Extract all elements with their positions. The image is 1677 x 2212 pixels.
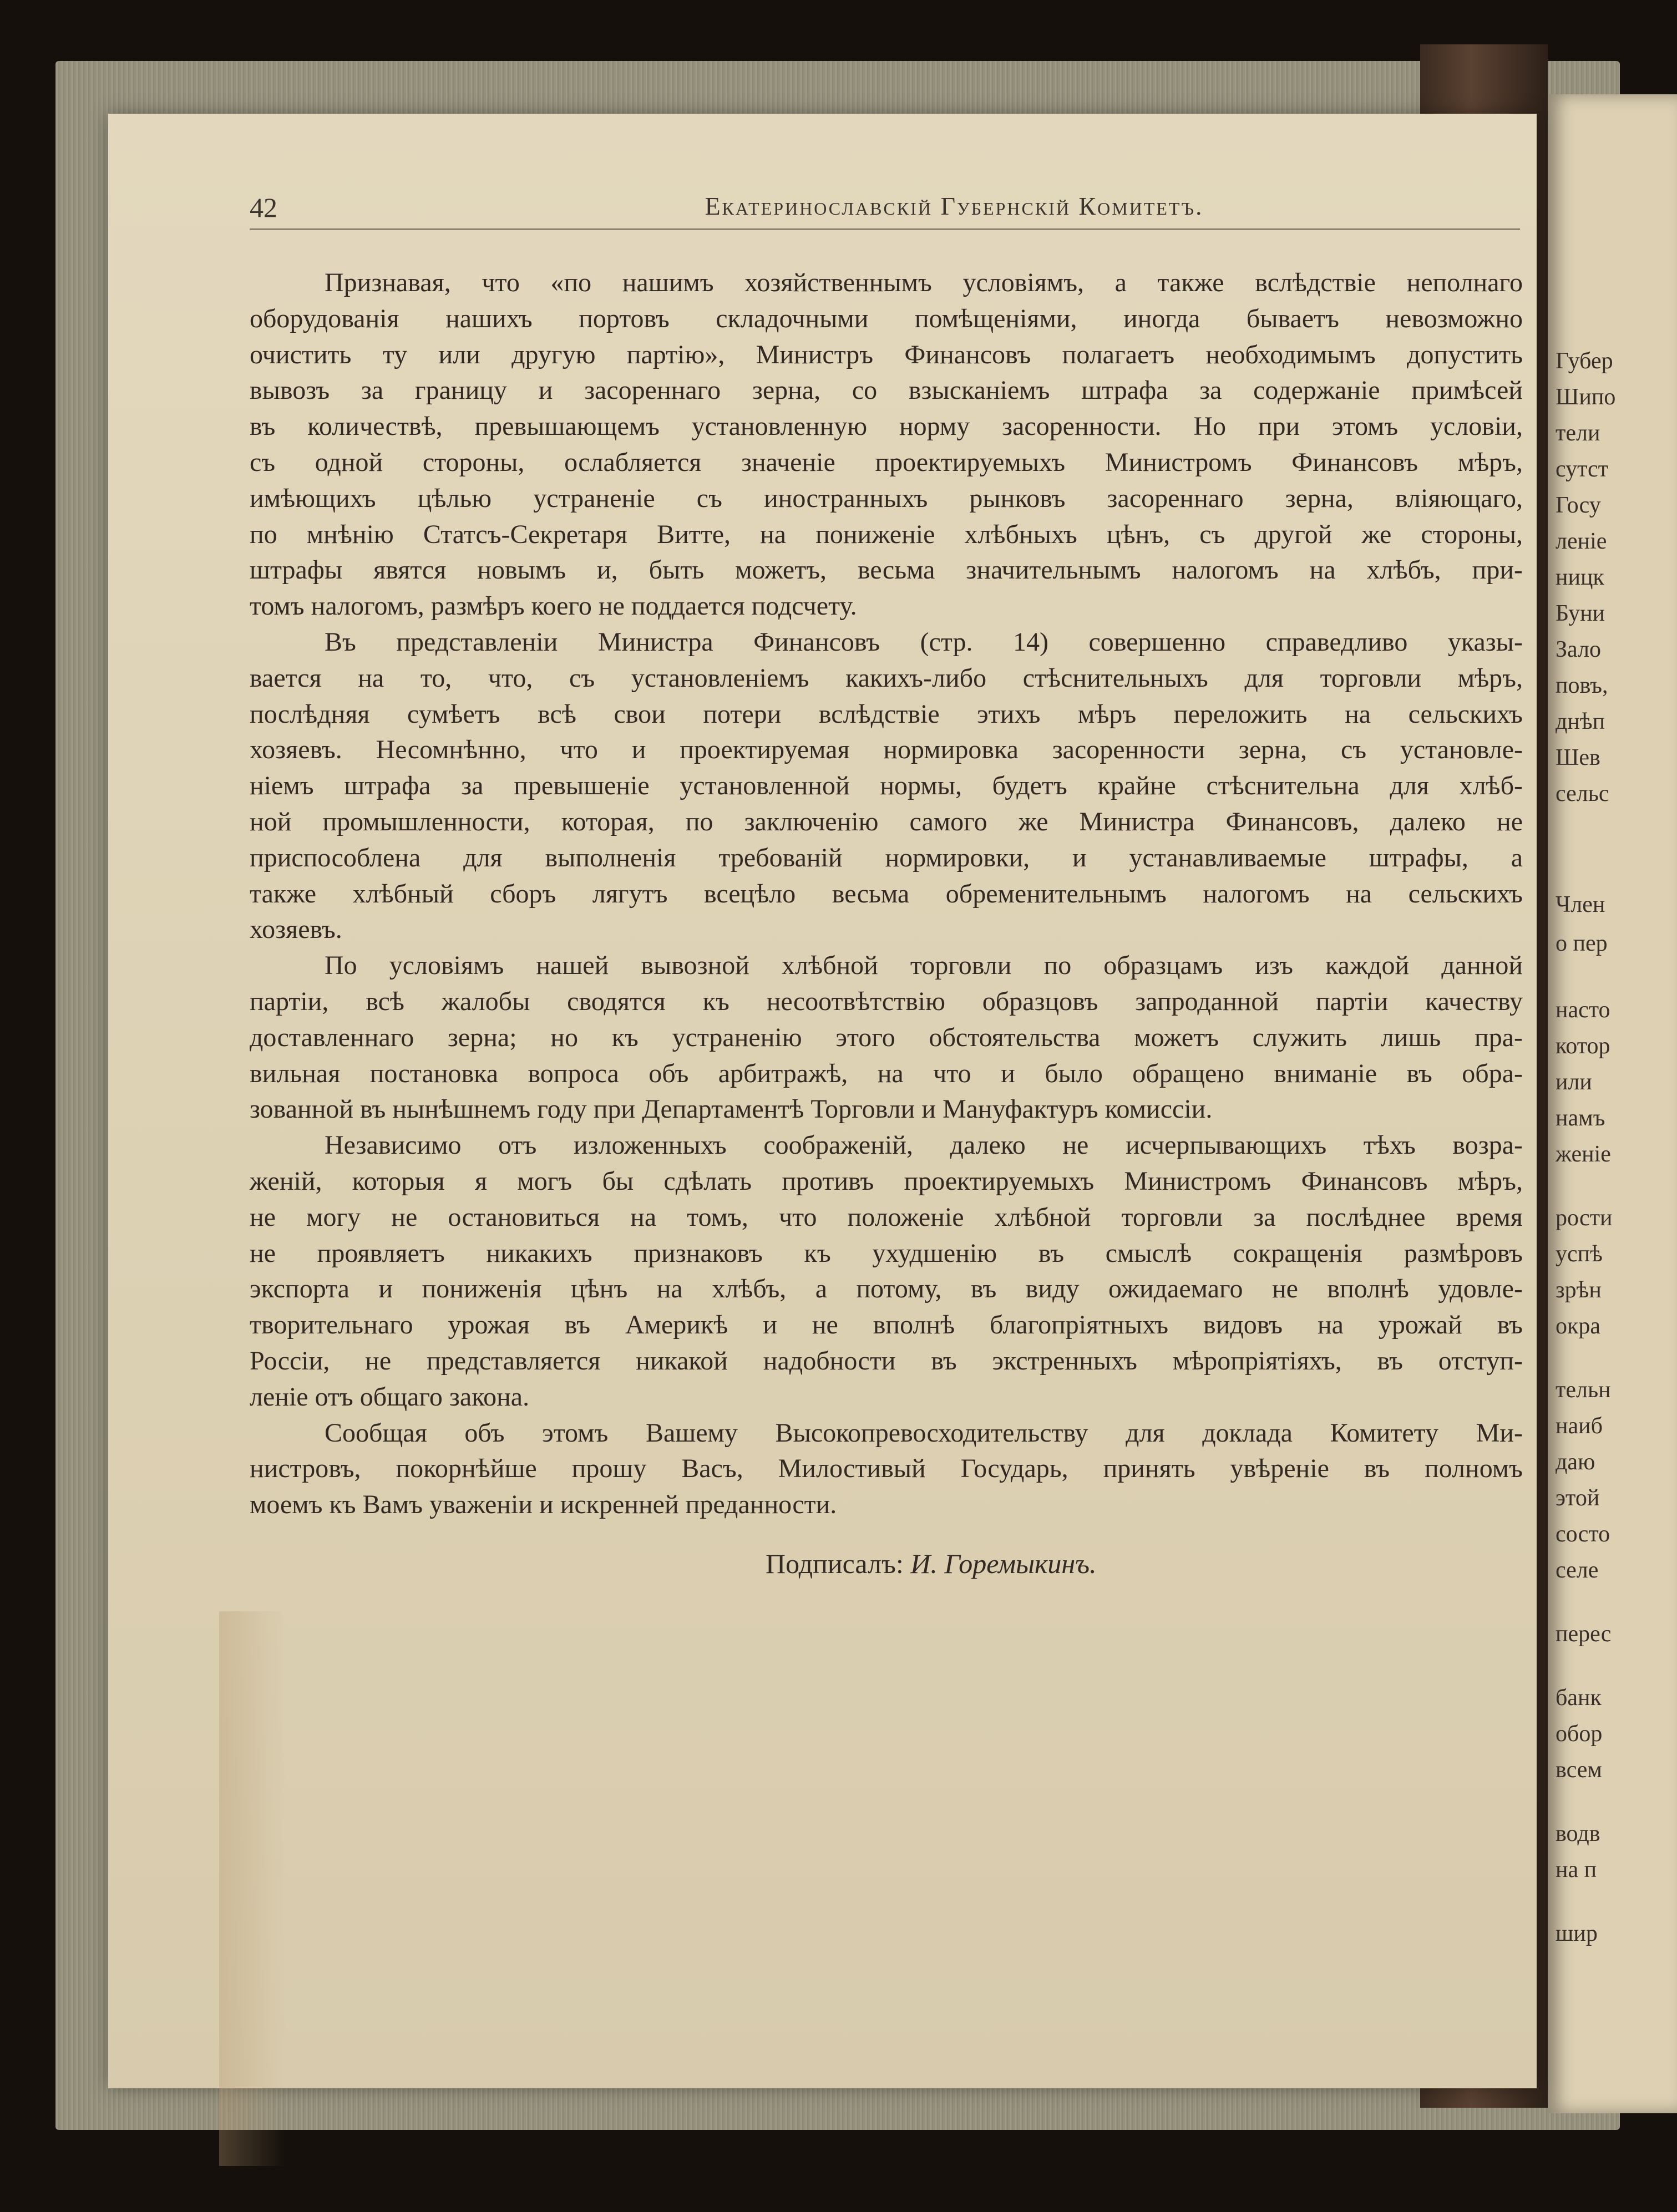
text-line: ніемъ штрафа за превышеніе установленной нормы, будетъ крайне стѣснительна для хлѣб- bbox=[250, 771, 1523, 801]
next-page-fragment: Член bbox=[1556, 892, 1605, 917]
signature-label: Подписалъ: bbox=[766, 1548, 904, 1579]
next-page-fragment: днѣп bbox=[1556, 709, 1605, 734]
next-page-fragment: перес bbox=[1556, 1621, 1612, 1647]
next-page-fragment: успѣ bbox=[1556, 1241, 1603, 1267]
next-page-fragment: повъ, bbox=[1556, 673, 1608, 698]
next-page-fragment: банк bbox=[1556, 1685, 1602, 1711]
next-page-fragment: водв bbox=[1556, 1821, 1600, 1846]
text-line: хозяевъ. Несомнѣнно, что и проектируемая нормировка засоренности зерна, съ установле- bbox=[250, 735, 1523, 765]
next-page-fragment: этой bbox=[1556, 1485, 1600, 1511]
header-rule bbox=[250, 229, 1520, 230]
text-line: хозяевъ. bbox=[250, 915, 342, 945]
next-page-fragment: или bbox=[1556, 1069, 1592, 1095]
next-page-fragment: даю bbox=[1556, 1449, 1595, 1475]
text-line: экспорта и пониженія цѣнъ на хлѣбъ, а потому, въ виду ожидаемаго не вполнѣ удовле- bbox=[250, 1274, 1523, 1304]
text-line: вывозъ за границу и засореннаго зерна, со взысканіемъ штрафа за содержаніе примѣсей bbox=[250, 376, 1523, 405]
next-page-fragment: сутст bbox=[1556, 456, 1608, 482]
next-page-fragment: ницк bbox=[1556, 565, 1604, 590]
text-line: штрафы явятся новымъ и, быть можетъ, весьма значительнымъ налогомъ на хлѣбъ, при- bbox=[250, 555, 1523, 585]
text-line: Въ представленіи Министра Финансовъ (стр. 14) совершенно справедливо указы- bbox=[325, 627, 1523, 657]
next-page-fragment: наиб bbox=[1556, 1413, 1603, 1439]
signature-name: И. Горемыкинъ. bbox=[910, 1548, 1097, 1579]
next-page-fragment: Губер bbox=[1556, 348, 1613, 374]
text-line: леніе отъ общаго закона. bbox=[250, 1382, 530, 1412]
text-line: творительнаго урожая въ Америкѣ и не вполнѣ благопріятныхъ видовъ на урожай въ bbox=[250, 1310, 1523, 1340]
next-page-fragment: рости bbox=[1556, 1205, 1613, 1231]
letter-body bbox=[250, 265, 1523, 1523]
text-line: Россіи, не представляется никакой надобности въ экстренныхъ мѣропріятіяхъ, въ отступ- bbox=[250, 1346, 1523, 1376]
next-page-fragment: Госу bbox=[1556, 493, 1601, 518]
text-line: имѣющихъ цѣлью устраненіе съ иностранныхъ рынковъ засореннаго зерна, вліяющаго, bbox=[250, 483, 1523, 513]
text-line: не проявляетъ никакихъ признаковъ къ ухудшенію въ смыслѣ сокращенія размѣровъ bbox=[250, 1238, 1523, 1268]
text-line: послѣдняя сумѣетъ всѣ свои потери вслѣдствіе этихъ мѣръ переложить на сельскихъ bbox=[250, 699, 1523, 729]
text-line: по мнѣнію Статсъ-Секретаря Витте, на пониженіе хлѣбныхъ цѣнъ, съ другой же стороны, bbox=[250, 519, 1523, 549]
next-page-fragment: зрѣн bbox=[1556, 1277, 1602, 1303]
next-page-fragment: Зало bbox=[1556, 637, 1602, 662]
text-line: нистровъ, покорнѣйше прошу Васъ, Милостивый Государь, принять увѣреніе въ полномъ bbox=[250, 1454, 1523, 1484]
page-stain bbox=[219, 1611, 286, 2166]
next-page-fragment: тельн bbox=[1556, 1377, 1611, 1403]
text-line: моемъ къ Вамъ уваженіи и искренней преданности. bbox=[250, 1490, 837, 1520]
next-page-fragment: окра bbox=[1556, 1313, 1601, 1339]
text-line: съ одной стороны, ослабляется значеніе проектируемыхъ Министромъ Финансовъ мѣръ, bbox=[250, 447, 1523, 477]
text-line: Независимо отъ изложенныхъ соображеній, далеко не исчерпывающихъ тѣхъ возра- bbox=[325, 1130, 1523, 1160]
text-line: также хлѣбный сборъ лягутъ всецѣло весьма обременительнымъ налогомъ на сельскихъ bbox=[250, 879, 1523, 909]
next-page-fragment: сельс bbox=[1556, 781, 1609, 806]
text-line: приспособлена для выполненія требованій нормировки, и устанавливаемые штрафы, а bbox=[250, 843, 1523, 872]
page-number: 42 bbox=[250, 192, 277, 223]
next-page-fragment: Шев bbox=[1556, 745, 1600, 770]
next-page-fragment: тели bbox=[1556, 420, 1600, 446]
text-line: женій, которыя я могъ бы сдѣлать противъ проектируемыхъ Министромъ Финансовъ мѣръ, bbox=[250, 1166, 1523, 1196]
text-line: зованной въ нынѣшнемъ году при Департаментѣ Торговли и Мануфактуръ комиссіи. bbox=[250, 1094, 1213, 1124]
text-line: вается на то, что, съ установленіемъ какихъ-либо стѣснительныхъ для торговли мѣръ, bbox=[250, 663, 1523, 693]
next-page-fragment: на п bbox=[1556, 1857, 1597, 1883]
text-line: не могу не остановиться на томъ, что положеніе хлѣбной торговли за послѣднее время bbox=[250, 1202, 1523, 1232]
next-page-fragment: селе bbox=[1556, 1557, 1599, 1583]
text-line: въ количествѣ, превышающемъ установленную норму засоренности. Но при этомъ условіи, bbox=[250, 412, 1523, 442]
next-page-fragment: обор bbox=[1556, 1721, 1603, 1747]
text-line: ной промышленности, которая, по заключенію самого же Министра Финансовъ, далеко не bbox=[250, 806, 1523, 836]
text-line: оборудованія нашихъ портовъ складочными помѣщеніями, иногда бываетъ невозможно bbox=[250, 303, 1523, 333]
next-page-fragment: шир bbox=[1556, 1921, 1598, 1946]
text-line: партіи, всѣ жалобы сводятся къ несоотвѣтствію образцовъ запроданной партіи качеству bbox=[250, 986, 1523, 1016]
next-page-fragment: женіе bbox=[1556, 1141, 1611, 1167]
text-line: По условіямъ нашей вывозной хлѣбной торговли по образцамъ изъ каждой данной bbox=[325, 951, 1523, 981]
next-page-fragment: насто bbox=[1556, 997, 1610, 1023]
running-head: Екатеринославскій Губернскій Комитетъ. bbox=[705, 192, 1204, 220]
text-line: Сообщая объ этомъ Вашему Высокопревосходительству для доклада Комитету Ми- bbox=[325, 1418, 1523, 1448]
text-line: доставленнаго зерна; но къ устраненію этого обстоятельства можетъ служить лишь пра- bbox=[250, 1022, 1523, 1052]
text-line: очистить ту или другую партію», Министръ Финансовъ полагаетъ необходимымъ допустить bbox=[250, 339, 1523, 369]
next-page-fragment: состо bbox=[1556, 1521, 1610, 1547]
next-page-fragment: о пер bbox=[1556, 931, 1608, 956]
text-line: Признавая, что «по нашимъ хозяйственнымъ условіямъ, а также вслѣдствіе неполнаго bbox=[325, 268, 1523, 297]
signature bbox=[766, 1548, 1097, 1580]
next-page-fragment: Буни bbox=[1556, 601, 1605, 626]
text-line: вильная постановка вопроса объ арбитражѣ, на что и было обращено вниманіе въ обра- bbox=[250, 1058, 1523, 1088]
next-page-fragment: намъ bbox=[1556, 1105, 1605, 1131]
next-page-fragment: всем bbox=[1556, 1757, 1602, 1783]
next-page-fragment: леніе bbox=[1556, 529, 1607, 554]
next-page-edge bbox=[1548, 94, 1677, 2113]
next-page-fragment: котор bbox=[1556, 1033, 1610, 1059]
text-line: томъ налогомъ, размѣръ коего не поддается подсчету. bbox=[250, 591, 857, 621]
next-page-fragment: Шипо bbox=[1556, 384, 1616, 410]
